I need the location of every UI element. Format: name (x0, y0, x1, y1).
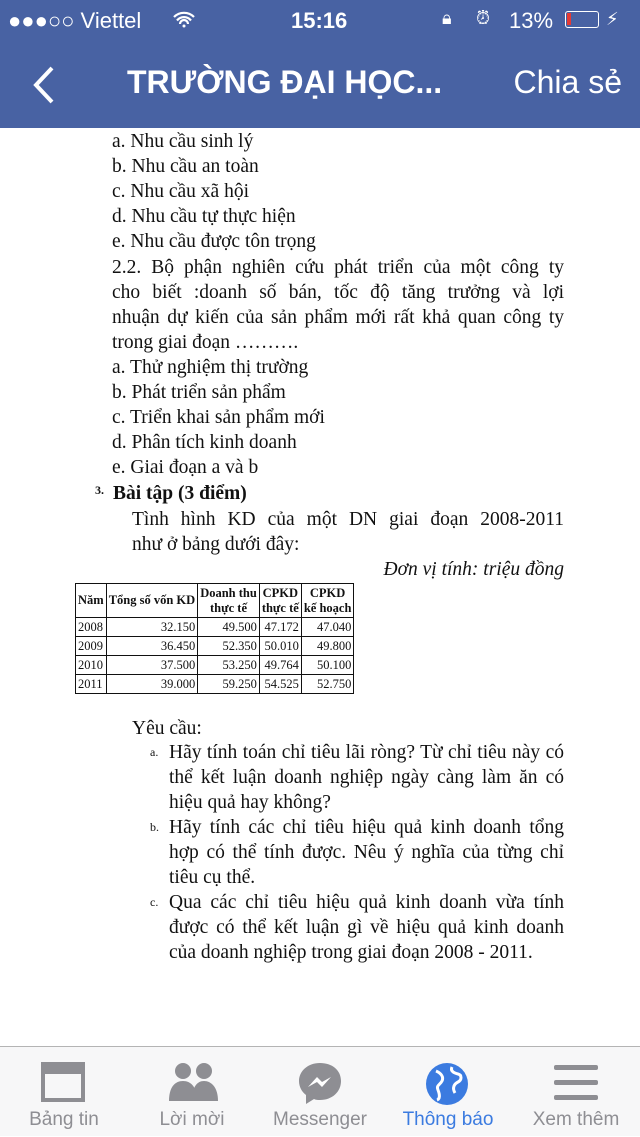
globe-icon (424, 1061, 470, 1107)
col-header: CPKD kế hoạch (301, 584, 354, 618)
tab-friend-requests[interactable] (128, 1047, 256, 1137)
cell: 47.040 (301, 618, 354, 637)
option: d. Phân tích kinh doanh (112, 432, 297, 453)
cell: 2008 (76, 618, 107, 637)
question-line: 2.2. Bộ phận nghiên cứu phát triển của một công ty (112, 257, 564, 278)
charging-icon: ⚡︎ (606, 9, 619, 29)
option: c. Nhu cầu xã hội (112, 181, 249, 202)
table-row (76, 618, 354, 637)
tab-label: Lời mời (159, 1109, 225, 1130)
friends-icon (168, 1061, 220, 1103)
cell: 50.010 (259, 637, 301, 656)
requirements-title: Yêu cầu: (132, 718, 202, 739)
cell: 2010 (76, 656, 107, 675)
option: a. Thử nghiệm thị trường (112, 357, 309, 378)
option: c. Triển khai sản phẩm mới (112, 407, 325, 428)
req-marker: b. (150, 820, 159, 834)
cell: 37.500 (106, 656, 197, 675)
cell: 52.750 (301, 675, 354, 694)
alarm-icon: ⏰︎ (476, 8, 491, 28)
tab-messenger[interactable] (256, 1047, 384, 1137)
option: a. Nhu cầu sinh lý (112, 131, 254, 152)
share-button[interactable]: Chia sẻ (513, 64, 622, 100)
cell: 47.172 (259, 618, 301, 637)
option: e. Nhu cầu được tôn trọng (112, 231, 316, 252)
col-header: Năm (76, 584, 107, 618)
status-bar (0, 0, 640, 40)
tab-more[interactable] (512, 1047, 640, 1137)
tab-notifications[interactable] (384, 1047, 512, 1137)
tab-label: Thông báo (402, 1109, 494, 1130)
col-header: CPKD thực tế (259, 584, 301, 618)
messenger-icon (296, 1061, 344, 1107)
table-row (76, 675, 354, 694)
tab-label: Messenger (273, 1109, 367, 1130)
wifi-icon (172, 10, 196, 28)
rotation-lock-icon: 🔒︎ (442, 8, 452, 28)
col-header: Tổng số vốn KD (106, 584, 197, 618)
cell: 39.000 (106, 675, 197, 694)
cell: 49.764 (259, 656, 301, 675)
cell: 53.250 (198, 656, 260, 675)
battery-percent: 13% (509, 8, 554, 33)
cell: 59.250 (198, 675, 260, 694)
req-marker: a. (150, 745, 159, 759)
table-header-row (76, 584, 354, 618)
tab-bar (0, 1046, 640, 1136)
tab-label: Xem thêm (532, 1109, 620, 1130)
page-title: TRƯỜNG ĐẠI HỌC... (127, 64, 443, 100)
option: b. Phát triển sản phẩm (112, 382, 286, 403)
cell: 49.500 (198, 618, 260, 637)
table-row (76, 656, 354, 675)
question-line: cho biết :doanh số bán, tốc độ tăng trưởng và lợi (112, 282, 564, 303)
tab-label: Bảng tin (29, 1109, 99, 1130)
back-icon[interactable] (30, 65, 56, 105)
cell: 32.150 (106, 618, 197, 637)
cell: 2009 (76, 637, 107, 656)
menu-icon (552, 1061, 600, 1103)
cell: 36.450 (106, 637, 197, 656)
option: d. Nhu cầu tự thực hiện (112, 206, 296, 227)
nav-bar (0, 40, 640, 128)
document-content (0, 128, 640, 1046)
carrier: ●●●○○ Viettel (8, 8, 142, 33)
col-header: Doanh thu thực tế (198, 584, 260, 618)
requirement: Qua các chỉ tiêu hiệu quả kinh doanh vừa tính được có thể kết luận gì về hiệu quả kinh doanh của doanh nghiệp trong giai đoạn 2008 - 2011. (169, 892, 564, 963)
requirement: Hãy tính các chỉ tiêu hiệu quả kinh doanh tổng hợp có thể tính được. Nêu ý nghĩa của từng chỉ tiêu cụ thể. (169, 817, 564, 888)
req-marker: c. (150, 895, 159, 909)
battery-icon (565, 11, 599, 28)
intro-line: như ở bảng dưới đây: (132, 534, 300, 555)
data-table (75, 583, 354, 694)
question-line: trong giai đoạn ………. (112, 332, 299, 353)
news-feed-icon (40, 1061, 88, 1103)
requirement: Hãy tính toán chỉ tiêu lãi ròng? Từ chỉ tiêu này có thể kết luận doanh nghiệp ngày càng làm ăn có hiệu quả hay không? (169, 742, 564, 813)
intro-line: Tình hình KD của một DN giai đoạn 2008-2011 (132, 509, 564, 530)
cell: 54.525 (259, 675, 301, 694)
option: b. Nhu cầu an toàn (112, 156, 259, 177)
tab-news-feed[interactable] (0, 1047, 128, 1137)
unit-note: Đơn vị tính: triệu đồng (383, 559, 564, 580)
cell: 50.100 (301, 656, 354, 675)
clock: 15:16 (291, 8, 348, 33)
table-row (76, 637, 354, 656)
question-line: nhuận dự kiến của sản phẩm mới rất khả quan công ty (112, 307, 564, 328)
section-number: 3. (95, 483, 104, 497)
cell: 2011 (76, 675, 107, 694)
cell: 49.800 (301, 637, 354, 656)
option: e. Giai đoạn a và b (112, 457, 259, 478)
cell: 52.350 (198, 637, 260, 656)
section-title: Bài tập (3 điểm) (113, 483, 247, 504)
